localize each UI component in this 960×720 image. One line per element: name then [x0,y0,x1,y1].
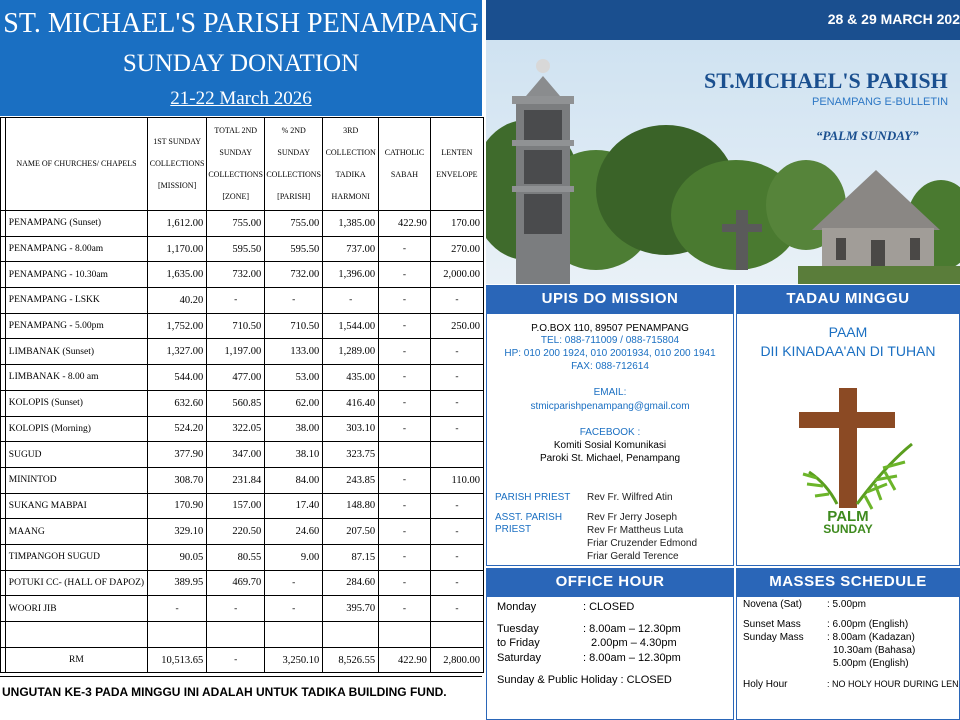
address: P.O.BOX 110, 89507 PENAMPANG [531,323,689,334]
amount-cell: 755.00 [265,211,323,237]
facebook-line-1: Komiti Sosial Komunikasi [553,440,667,451]
table-row [1,467,484,493]
mobile-phones: HP: 010 200 1924, 010 2001934, 010 200 1941 [504,348,716,359]
parish-subtitle: PENAMPANG E-BULLETIN [812,96,949,108]
amount-cell: 710.50 [207,313,265,339]
amount-cell: - [430,493,483,519]
table-row [1,544,484,570]
church-name-cell: WOORI JIB [5,596,147,622]
asst-priest-label-1: ASST. PARISH [495,512,563,523]
office-day-label: to Friday [497,637,540,649]
amount-cell: - [148,596,207,622]
table-row [1,313,484,339]
amount-cell: - [430,288,483,314]
amount-cell: - [323,288,379,314]
office-day-value: : 8.00am – 12.30pm [583,623,681,635]
amount-cell: 80.55 [207,544,265,570]
contact-box [486,313,734,566]
amount-cell: - [430,339,483,365]
asst-priest-2: Rev Fr Mattheus Luta [587,525,684,536]
amount-cell: 595.50 [207,236,265,262]
church-name-cell: POTUKI CC- (HALL OF DAPOZ) [5,570,147,596]
table-row [1,519,484,545]
amount-cell: - [207,288,265,314]
mass-value: : 8.00am (Kadazan) [827,632,915,643]
amount-cell: 632.60 [148,390,207,416]
amount-cell: 477.00 [207,365,265,391]
church-name-cell: KOLOPIS (Sunset) [5,390,147,416]
amount-cell: - [379,365,431,391]
mass-value: : 5.00pm [827,599,866,610]
church-name-cell: TIMPANGOH SUGUD [5,544,147,570]
amount-cell: 17.40 [265,493,323,519]
amount-cell: 1,170.00 [148,236,207,262]
email-link[interactable]: stmicparishpenampang@gmail.com [530,401,690,412]
amount-cell [207,622,265,648]
mass-label: Holy Hour [743,679,788,690]
office-hours-box [486,596,734,720]
amount-cell: 1,635.00 [148,262,207,288]
facebook-label: FACEBOOK : [579,427,641,438]
amount-cell: 1,327.00 [148,339,207,365]
donation-subtitle: SUNDAY DONATION [122,50,360,77]
table-header-cell: CATHOLIC SABAH [379,118,431,211]
amount-cell: 170.90 [148,493,207,519]
masses-heading: MASSES SCHEDULE [736,568,960,596]
amount-cell: 422.90 [379,211,431,237]
amount-cell: - [379,596,431,622]
church-name-cell: MININTOD [5,467,147,493]
church-name-cell: PENAMPANG (Sunset) [5,211,147,237]
amount-cell: 524.20 [148,416,207,442]
donation-footnote: UNGUTAN KE-3 PADA MINGGU INI ADALAH UNTUK TADIKA BUILDING FUND. [0,676,482,706]
table-row [1,339,484,365]
amount-cell: 710.50 [265,313,323,339]
mass-label: Sunday Mass [743,632,804,643]
amount-cell: 38.10 [265,442,323,468]
amount-cell: 389.95 [148,570,207,596]
amount-cell: - [379,519,431,545]
table-header-cell: 1ST SUNDAY COLLECTIONS [MISSION] [148,118,207,211]
table-row [1,211,484,237]
bulletin-theme: “PALM SUNDAY” [816,128,919,143]
sunday-word: SUNDAY [823,522,873,536]
amount-cell: - [430,544,483,570]
amount-cell: 544.00 [148,365,207,391]
amount-cell: 38.00 [265,416,323,442]
amount-cell [265,622,323,648]
amount-cell: - [379,390,431,416]
office-day-value: 2.00pm – 4.30pm [591,637,677,649]
table-row [1,416,484,442]
office-closed-note: Sunday & Public Holiday : CLOSED [497,674,672,686]
amount-cell: 87.15 [323,544,379,570]
church-banner [486,40,960,284]
table-row [1,493,484,519]
amount-cell: - [430,596,483,622]
amount-cell: - [379,544,431,570]
tadau-line-2: DII KINADAA'AN DI TUHAN [760,343,936,359]
amount-cell: - [265,288,323,314]
amount-cell: 84.00 [265,467,323,493]
amount-cell: - [379,493,431,519]
table-body [1,211,484,673]
office-day-value: : CLOSED [583,601,635,613]
table-row [1,288,484,314]
amount-cell: - [265,596,323,622]
church-name-cell [5,622,147,648]
amount-cell: 148.80 [323,493,379,519]
amount-cell: 323.75 [323,442,379,468]
amount-cell: 53.00 [265,365,323,391]
amount-cell: 10,513.65 [148,647,207,673]
amount-cell: 322.05 [207,416,265,442]
office-heading: OFFICE HOUR [486,568,734,596]
amount-cell: 9.00 [265,544,323,570]
amount-cell: - [379,236,431,262]
facebook-line-2: Paroki St. Michael, Penampang [539,453,681,464]
amount-cell [148,622,207,648]
amount-cell: 435.00 [323,365,379,391]
amount-cell: 1,544.00 [323,313,379,339]
parish-priest-label: PARISH PRIEST [495,492,571,503]
church-name-cell: SUGUD [5,442,147,468]
amount-cell: 2,000.00 [430,262,483,288]
bulletin-date-bar [486,0,960,40]
amount-cell: 231.84 [207,467,265,493]
amount-cell: 157.00 [207,493,265,519]
amount-cell: 732.00 [265,262,323,288]
office-day-label: Monday [497,601,537,613]
table-header-cell: NAME OF CHURCHES/ CHAPELS [5,118,147,211]
church-name-cell: PENAMPANG - 10.30am [5,262,147,288]
table-row [1,390,484,416]
church-name-cell: LIMBANAK (Sunset) [5,339,147,365]
amount-cell: 422.90 [379,647,431,673]
amount-cell [430,442,483,468]
donation-title: ST. MICHAEL'S PARISH PENAMPANG [3,8,479,39]
table-row [1,262,484,288]
table-header-row [1,118,484,211]
table-row [1,442,484,468]
amount-cell: 3,250.10 [265,647,323,673]
amount-cell: 1,289.00 [323,339,379,365]
amount-cell: - [379,313,431,339]
palm-word: PALM [827,508,869,525]
amount-cell: 1,197.00 [207,339,265,365]
amount-cell: 416.40 [323,390,379,416]
church-name-cell: PENAMPANG - LSKK [5,288,147,314]
amount-cell: 207.50 [323,519,379,545]
amount-cell [430,622,483,648]
table-header-cell: 3RD COLLECTION TADIKA HARMONI [323,118,379,211]
amount-cell: - [430,570,483,596]
telephone: TEL: 088-711009 / 088-715804 [540,335,680,346]
bulletin-date: 28 & 29 MARCH 202 [827,11,960,27]
mass-value: : 6.00pm (English) [827,619,909,630]
table-row [1,622,484,648]
amount-cell: - [379,416,431,442]
amount-cell: 469.70 [207,570,265,596]
email-label: EMAIL: [593,387,627,398]
amount-cell: 329.10 [148,519,207,545]
amount-cell: 90.05 [148,544,207,570]
donation-date: 21-22 March 2026 [170,88,312,109]
masses-box [736,596,960,720]
parish-priest-name: Rev Fr. Wilfred Atin [587,492,673,503]
amount-cell: - [379,570,431,596]
bulletin-panel [486,0,960,720]
tadau-box [736,313,960,566]
amount-cell [379,442,431,468]
mass-value: : NO HOLY HOUR DURING LEN [827,679,959,689]
amount-cell: 737.00 [323,236,379,262]
amount-cell: - [430,365,483,391]
amount-cell: 732.00 [207,262,265,288]
church-name-cell: MAANG [5,519,147,545]
amount-cell: 303.10 [323,416,379,442]
donation-table [0,117,484,673]
asst-priest-1: Rev Fr Jerry Joseph [587,512,678,523]
amount-cell: 1,752.00 [148,313,207,339]
mass-label: Sunset Mass [743,619,801,630]
asst-priest-3: Friar Cruzender Edmond [587,538,698,549]
table-row [1,236,484,262]
amount-cell: 377.90 [148,442,207,468]
upis-heading: UPIS DO MISSION [486,285,734,313]
church-name-cell: LIMBANAK - 8.00 am [5,365,147,391]
office-day-label: Tuesday [497,623,539,635]
church-name-cell: PENAMPANG - 5.00pm [5,313,147,339]
amount-cell [379,622,431,648]
office-day-label: Saturday [497,652,542,664]
table-row [1,570,484,596]
amount-cell: 220.50 [207,519,265,545]
fax: FAX: 088-712614 [571,361,649,372]
amount-cell: - [207,647,265,673]
amount-cell: - [379,339,431,365]
mass-value: 5.00pm (English) [833,658,909,669]
tadau-heading: TADAU MINGGU [736,285,960,313]
amount-cell: 270.00 [430,236,483,262]
church-name-cell: SUKANG MABPAI [5,493,147,519]
amount-cell: 395.70 [323,596,379,622]
table-row [1,365,484,391]
amount-cell: 170.00 [430,211,483,237]
amount-cell: 243.85 [323,467,379,493]
amount-cell: - [379,262,431,288]
amount-cell: 110.00 [430,467,483,493]
amount-cell: 24.60 [265,519,323,545]
tadau-line-1: PAAM [828,324,868,340]
amount-cell: 40.20 [148,288,207,314]
amount-cell: - [207,596,265,622]
amount-cell: 308.70 [148,467,207,493]
table-header-cell: % 2ND SUNDAY COLLECTIONS [PARISH] [265,118,323,211]
amount-cell: 250.00 [430,313,483,339]
amount-cell: 1,612.00 [148,211,207,237]
church-name-cell: PENAMPANG - 8.00am [5,236,147,262]
amount-cell: - [265,570,323,596]
amount-cell: 133.00 [265,339,323,365]
amount-cell: - [379,467,431,493]
amount-cell [323,622,379,648]
amount-cell: 1,385.00 [323,211,379,237]
office-day-value: : 8.00am – 12.30pm [583,652,681,664]
amount-cell: - [379,288,431,314]
asst-priest-4: Friar Gerald Terence [587,551,679,562]
mass-value: 10.30am (Bahasa) [833,645,916,656]
amount-cell: - [430,390,483,416]
donation-header [0,0,482,116]
amount-cell: - [430,416,483,442]
asst-priest-label-2: PRIEST [495,524,532,535]
amount-cell: - [430,519,483,545]
table-header-cell: LENTEN ENVELOPE [430,118,483,211]
amount-cell: 595.50 [265,236,323,262]
amount-cell: 2,800.00 [430,647,483,673]
church-name-cell: RM [5,647,147,673]
amount-cell: 284.60 [323,570,379,596]
amount-cell: 560.85 [207,390,265,416]
table-header-cell: TOTAL 2ND SUNDAY COLLECTIONS [ZONE] [207,118,265,211]
parish-name: ST.MICHAEL'S PARISH [704,68,948,93]
church-name-cell: KOLOPIS (Morning) [5,416,147,442]
amount-cell: 62.00 [265,390,323,416]
amount-cell: 347.00 [207,442,265,468]
amount-cell: 1,396.00 [323,262,379,288]
table-total-row [1,647,484,673]
table-row [1,596,484,622]
amount-cell: 755.00 [207,211,265,237]
mass-label: Novena (Sat) [743,599,802,610]
amount-cell: 8,526.55 [323,647,379,673]
